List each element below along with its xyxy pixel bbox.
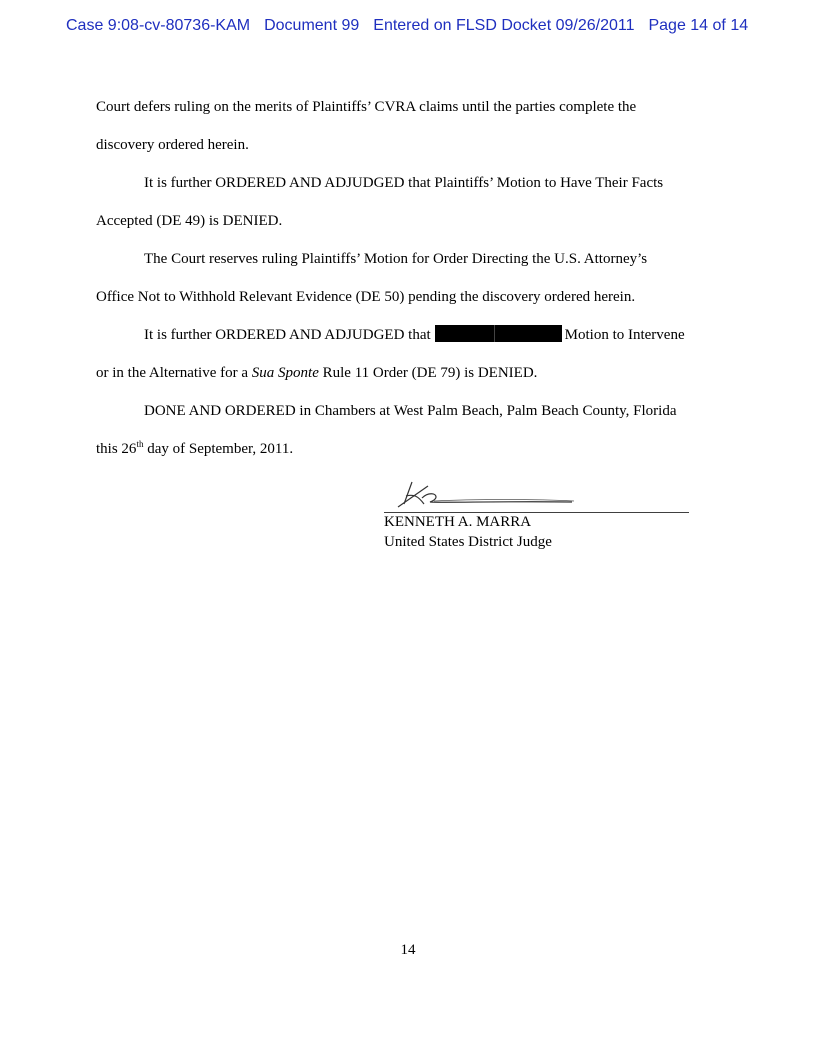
docket-header <box>66 17 748 35</box>
docket-entry-date: Entered on FLSD Docket 09/26/2011 <box>373 17 635 34</box>
body-text-segment: Motion to Intervene <box>564 327 685 343</box>
handwritten-signature <box>384 474 689 514</box>
document-number: Document 99 <box>264 17 360 34</box>
body-line: Accepted (DE 49) is DENIED. <box>96 213 283 229</box>
body-line: It is further ORDERED AND ADJUDGED that Plaintiffs’ Motion to Have Their Facts <box>144 175 664 191</box>
body-line-with-redaction <box>96 323 726 361</box>
signature-block <box>384 474 689 552</box>
body-text-segment: or in the Alternative for a <box>96 365 252 381</box>
italic-term: Sua Sponte <box>251 365 319 381</box>
redaction-box <box>435 325 562 342</box>
body-line: Office Not to Withhold Relevant Evidence (DE 50) pending the discovery ordered herein. <box>96 289 636 305</box>
body-line: Court defers ruling on the merits of Plaintiffs’ CVRA claims until the parties complete the <box>96 99 637 115</box>
page-count: Page 14 of 14 <box>648 17 749 34</box>
judge-name: KENNETH A. MARRA <box>384 514 532 530</box>
body-text-segment: this 26 <box>96 441 137 457</box>
body-line: The Court reserves ruling Plaintiffs’ Motion for Order Directing the U.S. Attorney’s <box>144 251 648 267</box>
body-line-date <box>96 437 726 475</box>
body-line: discovery ordered herein. <box>96 137 249 153</box>
body-line <box>96 361 726 399</box>
body-text-segment: day of September, 2011. <box>143 441 294 457</box>
case-number: Case 9:08-cv-80736-KAM <box>66 17 251 34</box>
order-body <box>96 95 726 475</box>
body-text-segment: Rule 11 Order (DE 79) is DENIED. <box>318 365 538 381</box>
body-text-segment: It is further ORDERED AND ADJUDGED that <box>144 327 431 343</box>
judge-title: United States District Judge <box>384 534 552 550</box>
body-line: DONE AND ORDERED in Chambers at West Palm Beach, Palm Beach County, Florida <box>144 403 677 419</box>
ordinal-suffix: th <box>136 439 144 449</box>
page-number: 14 <box>400 942 416 958</box>
